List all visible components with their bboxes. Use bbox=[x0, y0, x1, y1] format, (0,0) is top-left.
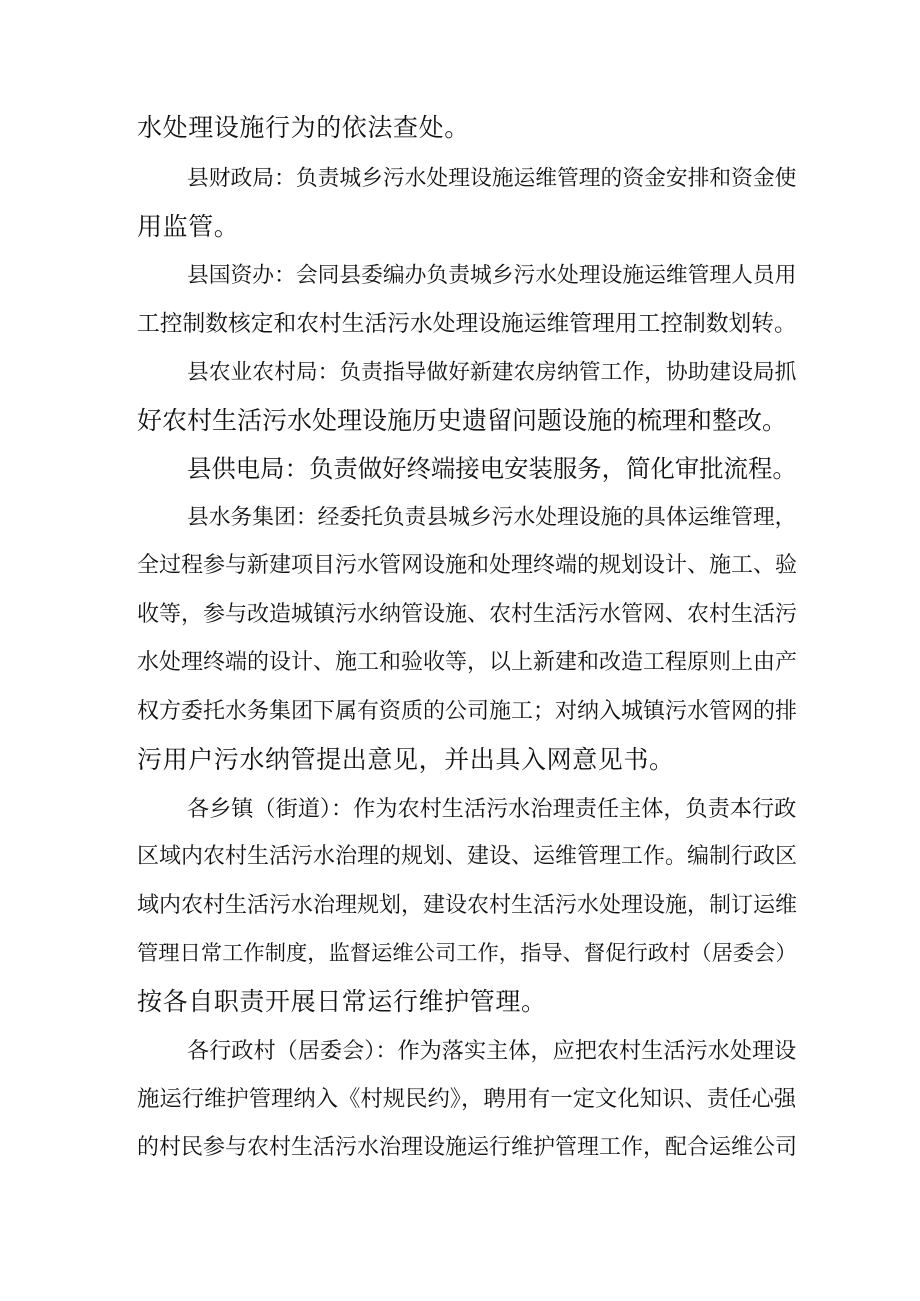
paragraph-first-line: 各乡镇（街道）：作为农村生活污水治理责任主体，负责本行政 bbox=[187, 796, 797, 822]
text-line: 水处理设施行为的依法查处。 bbox=[137, 113, 470, 142]
paragraph-first-line: 各行政村（居委会）：作为落实主体，应把农村生活污水处理设 bbox=[187, 1038, 797, 1064]
paragraph-first-line: 县财政局：负责城乡污水处理设施运维管理的资金安排和资金使 bbox=[187, 166, 797, 191]
paragraph-first-line: 县水务集团：经委托负责县城乡污水处理设施的具体运维管理， bbox=[187, 505, 797, 530]
text-line: 全过程参与新建项目污水管网设施和处理终端的规划设计、施工、验 bbox=[137, 553, 798, 578]
text-line: 区域内农村生活污水治理的规划、建设、运维管理工作。编制行政区 bbox=[137, 844, 798, 869]
text-line: 的村民参与农村生活污水治理设施运行维护管理工作，配合运维公司 bbox=[137, 1135, 798, 1160]
paragraph-first-line: 县国资办：会同县委编办负责城乡污水处理设施运维管理人员用 bbox=[187, 263, 797, 288]
text-line: 管理日常工作制度，监督运维公司工作，指导、督促行政村（居委会） bbox=[137, 941, 797, 966]
text-line: 按各自职责开展日常运行维护管理。 bbox=[137, 987, 547, 1016]
text-line: 域内农村生活污水治理规划，建设农村生活污水处理设施，制订运维 bbox=[137, 893, 798, 918]
text-line: 收等，参与改造城镇污水纳管设施、农村生活污水管网、农村生活污 bbox=[137, 602, 798, 627]
paragraph-first-line: 县供电局：负责做好终端接电安装服务，简化审批流程。 bbox=[187, 454, 797, 483]
text-line: 权方委托水务集团下属有资质的公司施工；对纳入城镇污水管网的排 bbox=[137, 699, 798, 724]
text-line: 水处理终端的设计、施工和验收等，以上新建和改造工程原则上由产 bbox=[137, 650, 798, 675]
text-line: 施运行维护管理纳入《村规民约》，聘用有一定文化知识、责任心强 bbox=[137, 1086, 797, 1112]
text-line: 污用户污水纳管提出意见，并出具入网意见书。 bbox=[137, 745, 675, 774]
paragraph-first-line: 县农业农村局：负责指导做好新建农房纳管工作，协助建设局抓 bbox=[187, 360, 797, 385]
text-line: 用监管。 bbox=[137, 212, 240, 241]
text-line: 好农村生活污水处理设施历史遗留问题设施的梳理和整改。 bbox=[137, 406, 788, 435]
text-line: 工控制数核定和农村生活污水处理设施运维管理用工控制数划转。 bbox=[137, 311, 797, 337]
